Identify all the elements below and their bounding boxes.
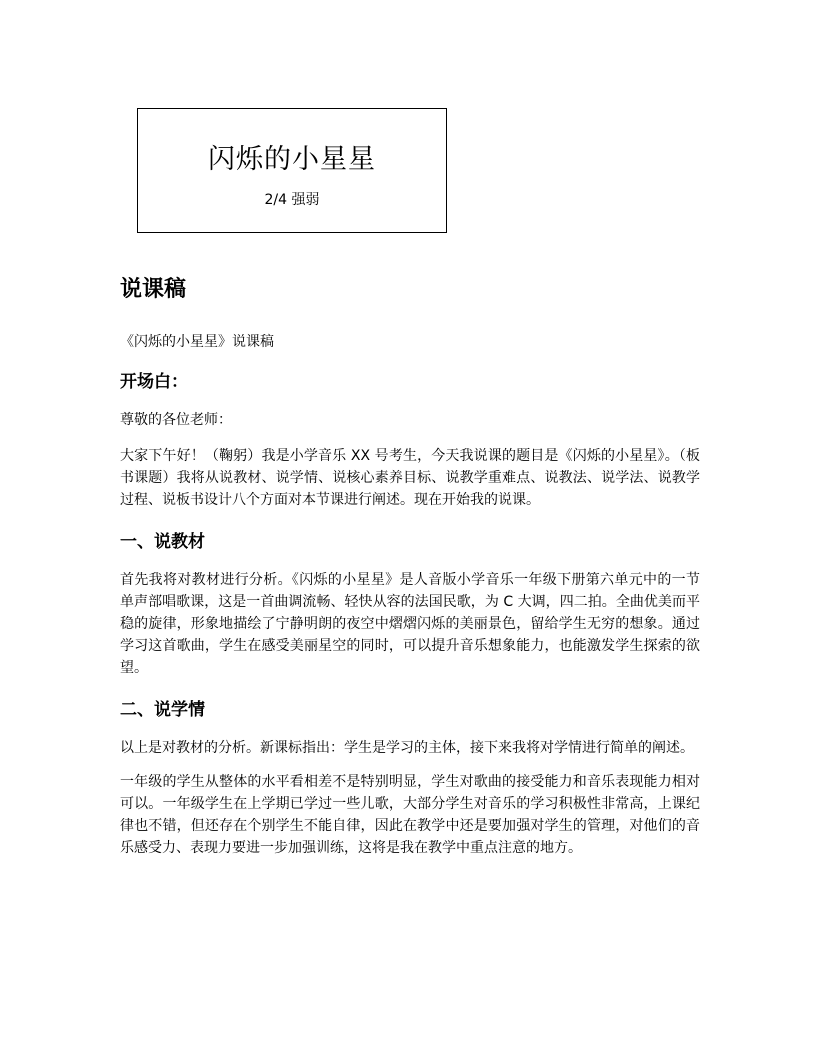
song-title-box [137, 108, 447, 233]
section-textbook-heading: 一、说教材 [120, 532, 205, 552]
section-students-paragraph-2: 一年级的学生从整体的水平看相差不是特别明显，学生对歌曲的接受能力和音乐表现能力相对可以。一年级学生在上学期已学过一些儿歌，大部分学生对音乐的学习积极性非常高，上课纪律也不错，但还存在个别学生不能自律，因此在教学中还是要加强对学生的管理，对他们的音乐感受力、表现力要进一步加强训练，这将是我在教学中重点注意的地方。 [120, 774, 700, 856]
opening-heading: 开场白： [120, 372, 188, 392]
document-body [120, 273, 700, 871]
song-meter: 2/4 强弱 [264, 192, 320, 208]
document-title: 说课稿 [120, 277, 187, 302]
opening-paragraph: 大家下午好！（鞠躬）我是小学音乐 XX 号考生，今天我说课的题目是《闪烁的小星星》。（板书课题）我将从说教材、说学情、说核心素养目标、说教学重难点、说教法、说学法、说教学过程、说板书设计八个方面对本节课进行阐述。现在开始我的说课。 [120, 448, 700, 508]
song-title: 闪烁的小星星 [208, 144, 376, 175]
section-textbook-paragraph: 首先我将对教材进行分析。《闪烁的小星星》是人音版小学音乐一年级下册第六单元中的一节单声部唱歌课，这是一首曲调流畅、轻快从容的法国民歌，为 C 大调，四二拍。全曲优美而平稳的旋律，形象地描绘了宁静明朗的夜空中熠熠闪烁的美丽景色，留给学生无穷的想象。通过学习这首歌曲，学生在感受美丽星空的同时，可以提升音乐想象能力，也能激发学生探索的欲望。 [120, 572, 700, 676]
section-students-paragraph-1: 以上是对教材的分析。新课标指出：学生是学习的主体，接下来我将对学情进行简单的阐述。 [120, 740, 694, 756]
document-subtitle: 《闪烁的小星星》说课稿 [120, 334, 274, 350]
section-students-heading: 二、说学情 [120, 700, 205, 720]
opening-greeting: 尊敬的各位老师： [120, 412, 232, 428]
